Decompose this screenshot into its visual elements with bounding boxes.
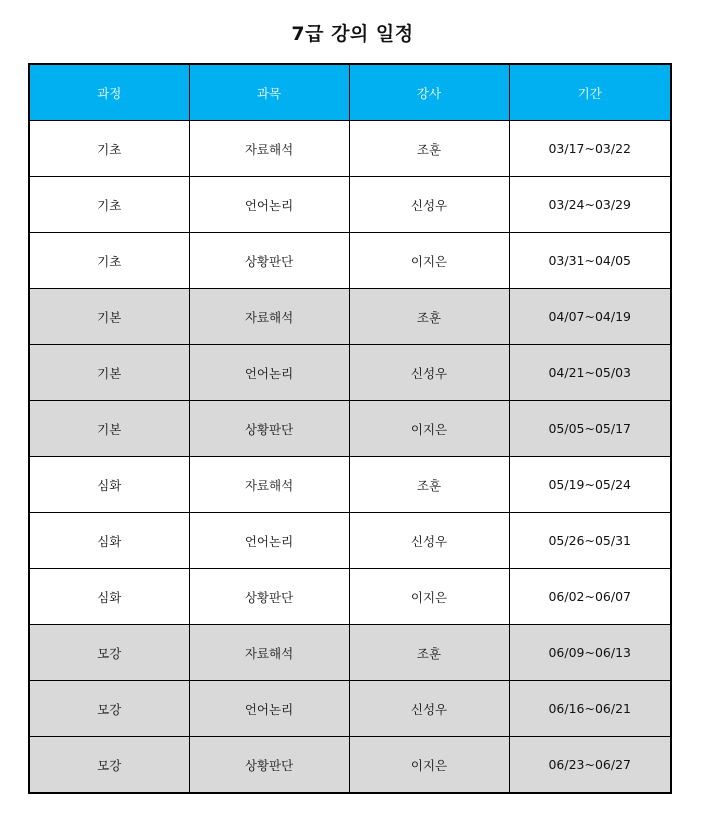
- cell-course: 기본: [29, 345, 189, 401]
- cell-course: 모강: [29, 681, 189, 737]
- cell-course: 모강: [29, 625, 189, 681]
- cell-course: 심화: [29, 513, 189, 569]
- cell-course: 기본: [29, 401, 189, 457]
- cell-course: 기초: [29, 177, 189, 233]
- cell-period: 06/16~06/21: [509, 681, 671, 737]
- cell-subject: 상황판단: [189, 233, 349, 289]
- cell-course: 기본: [29, 289, 189, 345]
- cell-instructor: 신성우: [349, 681, 509, 737]
- table-row: [29, 289, 671, 345]
- cell-subject: 상황판단: [189, 401, 349, 457]
- table-row: [29, 121, 671, 177]
- table-row: [29, 401, 671, 457]
- cell-instructor: 이지은: [349, 233, 509, 289]
- page-title: 7급 강의 일정: [291, 23, 414, 45]
- cell-period: 03/31~04/05: [509, 233, 671, 289]
- table-row: [29, 513, 671, 569]
- cell-instructor: 조훈: [349, 625, 509, 681]
- header-period: 기간: [509, 64, 671, 121]
- header-subject: 과목: [189, 64, 349, 121]
- cell-period: 04/21~05/03: [509, 345, 671, 401]
- header-instructor: 강사: [349, 64, 509, 121]
- cell-course: 기초: [29, 233, 189, 289]
- table-header-row: [29, 64, 671, 121]
- cell-instructor: 이지은: [349, 737, 509, 794]
- cell-period: 06/23~06/27: [509, 737, 671, 794]
- cell-subject: 상황판단: [189, 737, 349, 794]
- cell-instructor: 신성우: [349, 513, 509, 569]
- cell-period: 05/26~05/31: [509, 513, 671, 569]
- cell-course: 모강: [29, 737, 189, 794]
- cell-subject: 언어논리: [189, 345, 349, 401]
- schedule-table: [28, 63, 672, 794]
- table-row: [29, 457, 671, 513]
- table-row: [29, 737, 671, 794]
- header-course: 과정: [29, 64, 189, 121]
- cell-instructor: 신성우: [349, 177, 509, 233]
- cell-instructor: 조훈: [349, 121, 509, 177]
- table-row: [29, 177, 671, 233]
- table-body: [29, 121, 671, 794]
- cell-course: 심화: [29, 569, 189, 625]
- cell-subject: 자료해석: [189, 625, 349, 681]
- table-row: [29, 233, 671, 289]
- cell-period: 06/02~06/07: [509, 569, 671, 625]
- cell-period: 05/05~05/17: [509, 401, 671, 457]
- cell-period: 03/17~03/22: [509, 121, 671, 177]
- table-row: [29, 681, 671, 737]
- table-row: [29, 345, 671, 401]
- cell-instructor: 조훈: [349, 289, 509, 345]
- table-row: [29, 569, 671, 625]
- cell-subject: 자료해석: [189, 289, 349, 345]
- cell-period: 06/09~06/13: [509, 625, 671, 681]
- cell-period: 04/07~04/19: [509, 289, 671, 345]
- cell-subject: 상황판단: [189, 569, 349, 625]
- cell-course: 기초: [29, 121, 189, 177]
- cell-subject: 자료해석: [189, 457, 349, 513]
- cell-instructor: 조훈: [349, 457, 509, 513]
- cell-period: 05/19~05/24: [509, 457, 671, 513]
- table-row: [29, 625, 671, 681]
- cell-subject: 자료해석: [189, 121, 349, 177]
- cell-period: 03/24~03/29: [509, 177, 671, 233]
- cell-subject: 언어논리: [189, 177, 349, 233]
- cell-subject: 언어논리: [189, 513, 349, 569]
- cell-subject: 언어논리: [189, 681, 349, 737]
- cell-instructor: 이지은: [349, 401, 509, 457]
- cell-course: 심화: [29, 457, 189, 513]
- cell-instructor: 신성우: [349, 345, 509, 401]
- cell-instructor: 이지은: [349, 569, 509, 625]
